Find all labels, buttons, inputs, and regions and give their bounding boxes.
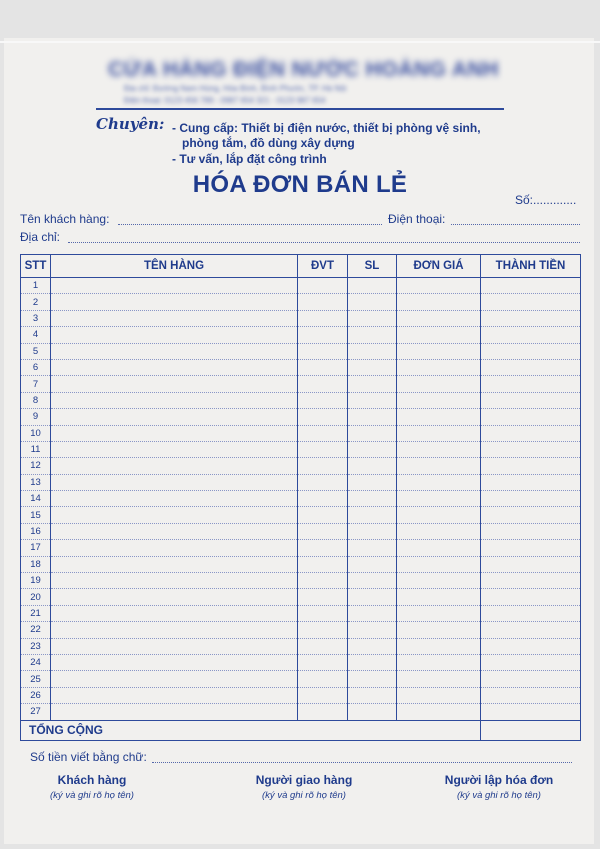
item-name-cell[interactable] [51, 654, 298, 670]
quantity-cell[interactable] [348, 392, 397, 408]
table-row [21, 507, 581, 523]
item-name-cell[interactable] [51, 310, 298, 326]
quantity-cell[interactable] [348, 573, 397, 589]
invoice-number-label: Số:............. [515, 193, 577, 207]
amount-cell[interactable] [481, 409, 581, 425]
amount-cell[interactable] [481, 343, 581, 359]
row-number: 1 [21, 278, 51, 294]
quantity-cell[interactable] [348, 654, 397, 670]
quantity-cell[interactable] [348, 343, 397, 359]
amount-cell[interactable] [481, 294, 581, 310]
signature-note: (ký và ghi rõ họ tên) [262, 790, 346, 801]
table-row [21, 310, 581, 326]
column-header-unit-price: ĐƠN GIÁ [397, 255, 481, 278]
amount-cell[interactable] [481, 441, 581, 457]
shop-phone: Điện thoại: 0123 456 789 - 0987 654 321 - 0123 987 654 [124, 96, 326, 105]
item-name-cell[interactable] [51, 425, 298, 441]
table-row [21, 589, 581, 605]
amount-cell[interactable] [481, 392, 581, 408]
table-row [21, 622, 581, 638]
table-row [21, 425, 581, 441]
item-name-cell[interactable] [51, 343, 298, 359]
quantity-cell[interactable] [348, 589, 397, 605]
quantity-cell[interactable] [348, 622, 397, 638]
table-row [21, 573, 581, 589]
unit-cell[interactable] [298, 425, 348, 441]
table-row [21, 359, 581, 375]
unit-price-cell[interactable] [397, 687, 481, 703]
unit-cell[interactable] [298, 294, 348, 310]
row-number: 17 [21, 540, 51, 556]
unit-price-cell[interactable] [397, 327, 481, 343]
unit-cell[interactable] [298, 474, 348, 490]
signature-deliverer [224, 773, 384, 801]
item-name-cell[interactable] [51, 573, 298, 589]
item-name-cell[interactable] [51, 278, 298, 294]
signature-issuer [419, 773, 579, 801]
quantity-cell[interactable] [348, 359, 397, 375]
quantity-cell[interactable] [348, 523, 397, 539]
specialty-label: Chuyên: [96, 115, 165, 133]
item-name-cell[interactable] [51, 359, 298, 375]
table-row [21, 654, 581, 670]
quantity-cell[interactable] [348, 556, 397, 572]
row-number: 13 [21, 474, 51, 490]
item-name-cell[interactable] [51, 507, 298, 523]
table-row [21, 294, 581, 310]
signature-customer [12, 773, 172, 801]
unit-cell[interactable] [298, 343, 348, 359]
unit-price-cell[interactable] [397, 605, 481, 621]
item-name-cell[interactable] [51, 687, 298, 703]
row-number: 26 [21, 687, 51, 703]
item-name-cell[interactable] [51, 491, 298, 507]
unit-price-cell[interactable] [397, 589, 481, 605]
row-number: 3 [21, 310, 51, 326]
quantity-cell[interactable] [348, 409, 397, 425]
item-name-cell[interactable] [51, 556, 298, 572]
unit-price-cell[interactable] [397, 441, 481, 457]
amount-cell[interactable] [481, 310, 581, 326]
amount-cell[interactable] [481, 704, 581, 720]
row-number: 23 [21, 638, 51, 654]
table-row [21, 523, 581, 539]
row-number: 24 [21, 654, 51, 670]
amount-cell[interactable] [481, 278, 581, 294]
unit-cell[interactable] [298, 392, 348, 408]
unit-cell[interactable] [298, 556, 348, 572]
amount-cell[interactable] [481, 622, 581, 638]
amount-cell[interactable] [481, 671, 581, 687]
amount-cell[interactable] [481, 425, 581, 441]
amount-cell[interactable] [481, 376, 581, 392]
specialty-line: phòng tắm, đồ dùng xây dựng [182, 136, 355, 150]
unit-price-cell[interactable] [397, 704, 481, 720]
item-name-cell[interactable] [51, 589, 298, 605]
row-number: 25 [21, 671, 51, 687]
table-row [21, 376, 581, 392]
table-row [21, 278, 581, 294]
table-row [21, 605, 581, 621]
item-name-cell[interactable] [51, 523, 298, 539]
amount-cell[interactable] [481, 540, 581, 556]
column-header-quantity: SL [348, 255, 397, 278]
table-row [21, 392, 581, 408]
shop-name: CỬA HÀNG ĐIỆN NƯỚC HOÀNG ANH [108, 58, 499, 80]
specialty-line: - Cung cấp: Thiết bị điện nước, thiết bị phòng vệ sinh, [172, 121, 481, 135]
column-header-stt: STT [21, 255, 51, 278]
unit-cell[interactable] [298, 687, 348, 703]
row-number: 5 [21, 343, 51, 359]
item-name-cell[interactable] [51, 441, 298, 457]
quantity-cell[interactable] [348, 327, 397, 343]
item-name-cell[interactable] [51, 376, 298, 392]
specialty-line: - Tư vấn, lắp đặt công trình [172, 152, 327, 166]
amount-cell[interactable] [481, 573, 581, 589]
table-row [21, 441, 581, 457]
item-name-cell[interactable] [51, 622, 298, 638]
signature-role: Khách hàng [57, 773, 127, 787]
unit-price-cell[interactable] [397, 409, 481, 425]
unit-price-cell[interactable] [397, 573, 481, 589]
shop-address: Địa chỉ: Đường Nam Hùng, Hòa Bình, Bình Phước, TP. Hà Nội [124, 84, 347, 93]
phone-label: Điện thoại: [388, 212, 446, 226]
quantity-cell[interactable] [348, 441, 397, 457]
row-number: 15 [21, 507, 51, 523]
table-row [21, 327, 581, 343]
unit-price-cell[interactable] [397, 622, 481, 638]
signature-note: (ký và ghi rõ họ tên) [50, 790, 134, 801]
amount-cell[interactable] [481, 687, 581, 703]
unit-cell[interactable] [298, 589, 348, 605]
unit-cell[interactable] [298, 458, 348, 474]
row-number: 6 [21, 359, 51, 375]
quantity-cell[interactable] [348, 278, 397, 294]
customer-name-label: Tên khách hàng: [20, 212, 110, 226]
amount-cell[interactable] [481, 327, 581, 343]
customer-name-field[interactable] [118, 224, 382, 225]
unit-price-cell[interactable] [397, 671, 481, 687]
row-number: 20 [21, 589, 51, 605]
table-row [21, 671, 581, 687]
invoice-title: HÓA ĐƠN BÁN LẺ [192, 171, 408, 198]
table-row [21, 556, 581, 572]
unit-price-cell[interactable] [397, 654, 481, 670]
amount-cell[interactable] [481, 605, 581, 621]
unit-price-cell[interactable] [397, 458, 481, 474]
unit-cell[interactable] [298, 540, 348, 556]
unit-cell[interactable] [298, 605, 348, 621]
unit-price-cell[interactable] [397, 278, 481, 294]
quantity-cell[interactable] [348, 605, 397, 621]
address-field[interactable] [68, 242, 580, 243]
item-name-cell[interactable] [51, 458, 298, 474]
unit-cell[interactable] [298, 704, 348, 720]
amount-cell[interactable] [481, 654, 581, 670]
unit-cell[interactable] [298, 376, 348, 392]
signature-role: Người lập hóa đơn [444, 773, 554, 787]
unit-cell[interactable] [298, 409, 348, 425]
amount-cell[interactable] [481, 491, 581, 507]
row-number: 18 [21, 556, 51, 572]
row-number: 12 [21, 458, 51, 474]
row-number: 11 [21, 441, 51, 457]
total-row [21, 720, 581, 740]
amount-cell[interactable] [481, 523, 581, 539]
row-number: 2 [21, 294, 51, 310]
quantity-cell[interactable] [348, 687, 397, 703]
unit-price-cell[interactable] [397, 359, 481, 375]
quantity-cell[interactable] [348, 474, 397, 490]
quantity-cell[interactable] [348, 638, 397, 654]
unit-cell[interactable] [298, 327, 348, 343]
table-row [21, 638, 581, 654]
table-row [21, 458, 581, 474]
unit-cell[interactable] [298, 491, 348, 507]
address-label: Địa chỉ: [20, 230, 61, 244]
table-row [21, 540, 581, 556]
quantity-cell[interactable] [348, 376, 397, 392]
row-number: 9 [21, 409, 51, 425]
amount-cell[interactable] [481, 359, 581, 375]
unit-price-cell[interactable] [397, 343, 481, 359]
table-row [21, 343, 581, 359]
unit-cell[interactable] [298, 638, 348, 654]
table-row [21, 474, 581, 490]
table-header-row [21, 255, 581, 278]
unit-price-cell[interactable] [397, 638, 481, 654]
row-number: 22 [21, 622, 51, 638]
unit-price-cell[interactable] [397, 425, 481, 441]
quantity-cell[interactable] [348, 310, 397, 326]
total-label: TỔNG CỘNG [21, 720, 481, 740]
row-number: 8 [21, 392, 51, 408]
amount-cell[interactable] [481, 638, 581, 654]
unit-cell[interactable] [298, 671, 348, 687]
item-name-cell[interactable] [51, 474, 298, 490]
amount-cell[interactable] [481, 556, 581, 572]
column-header-unit: ĐVT [298, 255, 348, 278]
unit-price-cell[interactable] [397, 491, 481, 507]
item-name-cell[interactable] [51, 671, 298, 687]
quantity-cell[interactable] [348, 540, 397, 556]
item-name-cell[interactable] [51, 392, 298, 408]
unit-cell[interactable] [298, 359, 348, 375]
unit-price-cell[interactable] [397, 474, 481, 490]
unit-price-cell[interactable] [397, 392, 481, 408]
unit-cell[interactable] [298, 278, 348, 294]
quantity-cell[interactable] [348, 294, 397, 310]
unit-cell[interactable] [298, 507, 348, 523]
amount-in-words-label: Số tiền viết bằng chữ: [30, 750, 147, 764]
row-number: 16 [21, 523, 51, 539]
row-number: 14 [21, 491, 51, 507]
row-number: 21 [21, 605, 51, 621]
quantity-cell[interactable] [348, 507, 397, 523]
unit-cell[interactable] [298, 523, 348, 539]
unit-price-cell[interactable] [397, 507, 481, 523]
table-row [21, 687, 581, 703]
unit-price-cell[interactable] [397, 310, 481, 326]
unit-cell[interactable] [298, 573, 348, 589]
amount-in-words-field[interactable] [152, 762, 572, 763]
signature-role: Người giao hàng [255, 773, 353, 787]
quantity-cell[interactable] [348, 704, 397, 720]
amount-cell[interactable] [481, 589, 581, 605]
phone-field[interactable] [451, 224, 580, 225]
unit-price-cell[interactable] [397, 294, 481, 310]
signature-note: (ký và ghi rõ họ tên) [457, 790, 541, 801]
table-row [21, 704, 581, 720]
header-divider [96, 108, 504, 110]
quantity-cell[interactable] [348, 671, 397, 687]
quantity-cell[interactable] [348, 425, 397, 441]
unit-price-cell[interactable] [397, 540, 481, 556]
item-name-cell[interactable] [51, 327, 298, 343]
row-number: 19 [21, 573, 51, 589]
row-number: 7 [21, 376, 51, 392]
items-table [20, 254, 581, 741]
quantity-cell[interactable] [348, 458, 397, 474]
amount-cell[interactable] [481, 458, 581, 474]
item-name-cell[interactable] [51, 704, 298, 720]
unit-price-cell[interactable] [397, 523, 481, 539]
total-amount-cell[interactable] [481, 720, 581, 740]
column-header-item-name: TÊN HÀNG [51, 255, 298, 278]
quantity-cell[interactable] [348, 491, 397, 507]
unit-price-cell[interactable] [397, 376, 481, 392]
item-name-cell[interactable] [51, 605, 298, 621]
row-number: 10 [21, 425, 51, 441]
item-name-cell[interactable] [51, 638, 298, 654]
row-number: 27 [21, 704, 51, 720]
row-number: 4 [21, 327, 51, 343]
item-name-cell[interactable] [51, 294, 298, 310]
column-header-amount: THÀNH TIỀN [481, 255, 581, 278]
unit-cell[interactable] [298, 622, 348, 638]
amount-cell[interactable] [481, 474, 581, 490]
unit-price-cell[interactable] [397, 556, 481, 572]
item-name-cell[interactable] [51, 409, 298, 425]
paper-edge [0, 41, 600, 43]
table-row [21, 409, 581, 425]
amount-cell[interactable] [481, 507, 581, 523]
table-row [21, 491, 581, 507]
unit-cell[interactable] [298, 441, 348, 457]
item-name-cell[interactable] [51, 540, 298, 556]
unit-cell[interactable] [298, 310, 348, 326]
unit-cell[interactable] [298, 654, 348, 670]
